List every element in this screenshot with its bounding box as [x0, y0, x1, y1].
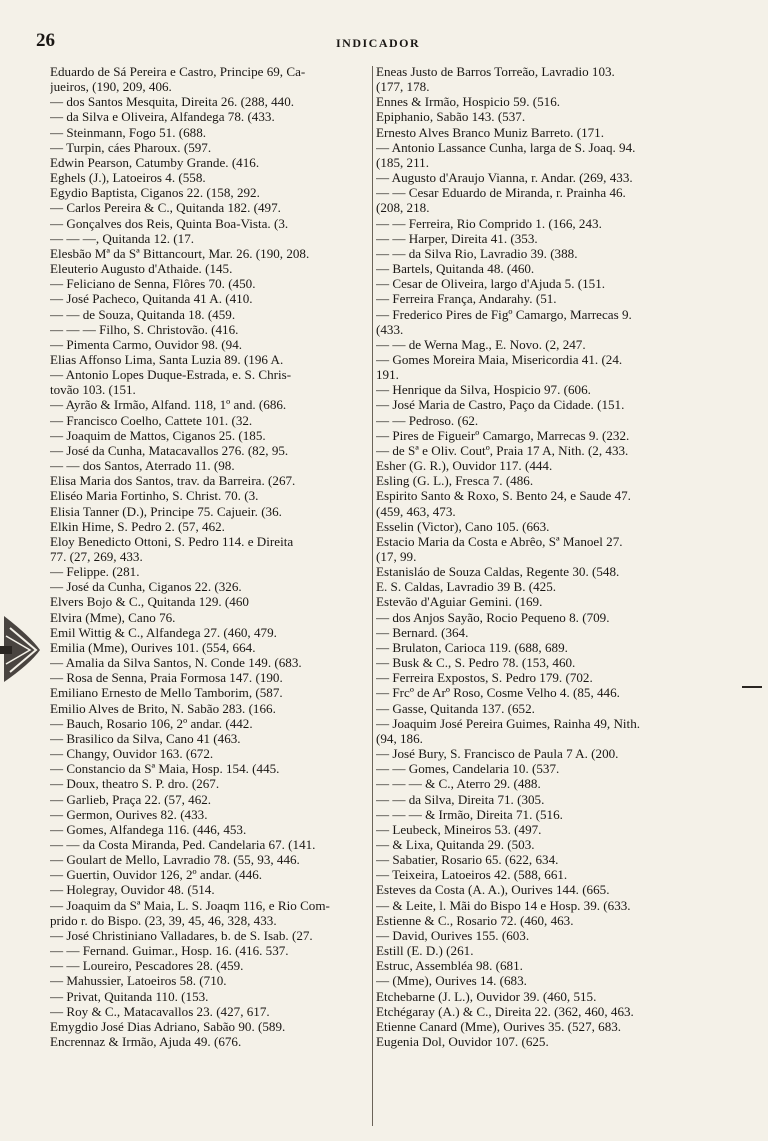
directory-entry: — dos Santos Mesquita, Direita 26. (288, 440. [50, 94, 295, 110]
directory-entry: Ernesto Alves Branco Muniz Barreto. (171. [376, 124, 604, 140]
directory-entry: — Gomes, Alfandega 116. (446, 453. [50, 821, 247, 837]
directory-entry: — Bauch, Rosario 106, 2º andar. (442. [50, 715, 253, 731]
directory-entry: Elisia Tanner (D.), Principe 75. Cajueir. (36. [50, 503, 282, 519]
directory-entry: — — — & Irmão, Direita 71. (516. [376, 806, 563, 822]
directory-entry: — Gomes Moreira Maia, Misericordia 41. (24. [376, 351, 623, 367]
directory-entry: — Gasse, Quitanda 137. (652. [376, 700, 535, 716]
directory-entry: Eduardo de Sá Pereira e Castro, Principe 69, Ca- [50, 64, 306, 79]
directory-entry: Estill (E. D.) (261. [376, 943, 474, 959]
directory-entry: Edwin Pearson, Catumby Grande. (416. [50, 154, 260, 170]
directory-entry: — — Cesar Eduardo de Miranda, r. Prainha 46. [376, 185, 626, 201]
left-column [50, 64, 372, 1049]
directory-entry: — — Fernand. Guimar., Hosp. 16. (416. 537. [50, 943, 289, 959]
directory-entry: — — Harper, Direita 41. (353. [376, 230, 538, 246]
directory-entry: (433. [376, 321, 404, 337]
directory-entry: — Frederico Pires de Figº Camargo, Marrecas 9. [376, 306, 632, 322]
directory-entry: — Feliciano de Senna, Flôres 70. (450. [50, 276, 256, 292]
directory-entry: — Mahussier, Latoeiros 58. (710. [50, 973, 227, 989]
directory-entry: — José da Cunha, Ciganos 22. (326. [50, 579, 242, 595]
directory-entry: Esling (G. L.), Fresca 7. (486. [376, 473, 534, 489]
directory-entry: — Germon, Ourives 82. (433. [50, 806, 208, 822]
directory-entry: — Joaquim da Sª Maia, L. S. Joaqm 116, e Rio Com- [50, 897, 330, 913]
directory-entry: — — Loureiro, Pescadores 28. (459. [50, 958, 244, 974]
directory-entry: — da Silva e Oliveira, Alfandega 78. (433. [50, 109, 275, 125]
directory-entry: — — dos Santos, Aterrado 11. (98. [50, 458, 235, 474]
right-column [376, 64, 760, 1049]
directory-entry: Encrennaz & Irmão, Ajuda 49. (676. [50, 1034, 242, 1049]
directory-entry: — — — & C., Aterro 29. (488. [376, 776, 541, 792]
directory-entry: — David, Ourives 155. (603. [376, 927, 530, 943]
directory-entry: Elisa Maria dos Santos, trav. da Barreira. (267. [50, 473, 296, 489]
directory-entry: — (Mme), Ourives 14. (683. [376, 973, 527, 989]
directory-entry: — dos Anjos Sayão, Rocio Pequeno 8. (709. [376, 609, 610, 625]
directory-entry: — Goulart de Mello, Lavradio 78. (55, 93, 446. [50, 852, 300, 868]
directory-entry: (459, 463, 473. [376, 503, 456, 519]
directory-entry: — — — Filho, S. Christovão. (416. [50, 321, 239, 337]
directory-entry: — Busk & C., S. Pedro 78. (153, 460. [376, 655, 576, 671]
directory-entry: Ennes & Irmão, Hospicio 59. (516. [376, 94, 561, 110]
directory-entry: Espirito Santo & Roxo, S. Bento 24, e Saude 47. [376, 488, 631, 504]
directory-entry: — Leubeck, Mineiros 53. (497. [376, 821, 542, 837]
directory-entry: Eneas Justo de Barros Torreão, Lavradio 103. [376, 64, 615, 79]
page-header [36, 30, 738, 60]
directory-entry: Estienne & C., Rosario 72. (460, 463. [376, 912, 574, 928]
directory-entry: 77. (27, 269, 433. [50, 549, 143, 564]
directory-entry: Emiliano Ernesto de Mello Tamborim, (587. [50, 685, 283, 701]
directory-entry: — Pires de Figueirº Camargo, Marrecas 9. (232. [376, 427, 630, 443]
directory-entry: (17, 99. [376, 549, 417, 564]
directory-entry: — Augusto d'Araujo Vianna, r. Andar. (269, 433. [376, 170, 633, 186]
directory-entry: Epiphanio, Sabão 143. (537. [376, 109, 526, 125]
directory-entry: Eugenia Dol, Ouvidor 107. (625. [376, 1034, 549, 1049]
directory-entry: (208, 218. [376, 200, 430, 216]
directory-entry: — Turpin, cáes Pharoux. (597. [50, 139, 212, 155]
directory-entry: — Rosa de Senna, Praia Formosa 147. (190. [50, 670, 283, 686]
directory-entry: Emilia (Mme), Ourives 101. (554, 664. [50, 639, 256, 655]
directory-entry: — Guertin, Ouvidor 126, 2º andar. (446. [50, 867, 263, 883]
directory-entry: E. S. Caldas, Lavradio 39 B. (425. [376, 579, 557, 595]
directory-entry: — de Sª e Oliv. Coutº, Praia 17 A, Nith. (2, 433. [376, 442, 629, 458]
directory-entry: — Frcº de Arº Roso, Cosme Velho 4. (85, 446. [376, 685, 620, 701]
directory-entry: — — da Silva Rio, Lavradio 39. (388. [376, 245, 578, 261]
directory-entry: — Joaquim José Pereira Guimes, Rainha 49, Nith. [376, 715, 641, 731]
directory-entry: — Constancio da Sª Maia, Hosp. 154. (445. [50, 761, 280, 777]
directory-entry: Esteves da Costa (A. A.), Ourives 144. (665. [376, 882, 610, 898]
directory-entry: Etienne Canard (Mme), Ourives 35. (527, 683. [376, 1018, 622, 1034]
directory-entry: Estanisláo de Souza Caldas, Regente 30. (548. [376, 564, 620, 580]
directory-entry: — Doux, theatro S. P. dro. (267. [50, 776, 220, 792]
directory-entry: Egydio Baptista, Ciganos 22. (158, 292. [50, 185, 260, 201]
directory-entry: — José Bury, S. Francisco de Paula 7 A. (200. [376, 746, 619, 762]
directory-entry: Estruc, Assembléa 98. (681. [376, 958, 523, 974]
directory-entry: — — —, Quitanda 12. (17. [50, 230, 195, 246]
directory-entry: — Henrique da Silva, Hospicio 97. (606. [376, 382, 591, 398]
running-head: INDICADOR [336, 36, 421, 50]
directory-entry: Eleuterio Augusto d'Athaide. (145. [50, 261, 233, 277]
directory-entry: — Roy & C., Matacavallos 23. (427, 617. [50, 1003, 270, 1019]
directory-entry: — Brulaton, Carioca 119. (688, 689. [376, 639, 568, 655]
directory-entry: — Joaquim de Mattos, Ciganos 25. (185. [50, 427, 266, 443]
directory-entry: — Holegray, Ouvidor 48. (514. [50, 882, 215, 898]
directory-entry: — Sabatier, Rosario 65. (622, 634. [376, 852, 559, 868]
directory-entry: prido r. do Bispo. (23, 39, 45, 46, 328, 433. [50, 912, 277, 928]
directory-entry: — Privat, Quitanda 110. (153. [50, 988, 209, 1004]
directory-entry: Emilio Alves de Brito, N. Sabão 283. (166. [50, 700, 276, 716]
directory-entry: — Francisco Coelho, Cattete 101. (32. [50, 412, 253, 428]
directory-entry: Etchebarne (J. L.), Ouvidor 39. (460, 515. [376, 988, 597, 1004]
column-divider [372, 66, 373, 1126]
directory-entry: — — Gomes, Candelaria 10. (537. [376, 761, 560, 777]
directory-entry: — Brasilico da Silva, Cano 41 (463. [50, 730, 241, 746]
directory-entry: — Bartels, Quitanda 48. (460. [376, 261, 535, 277]
directory-entry: Elesbão Mª da Sª Bittancourt, Mar. 26. (190, 208. [50, 245, 310, 261]
directory-entry: — Amalia da Silva Santos, N. Conde 149. (683. [50, 655, 302, 671]
directory-entry: (185, 211. [376, 154, 429, 170]
directory-entry: — & Lixa, Quitanda 29. (503. [376, 836, 535, 852]
directory-entry: — Felippe. (281. [50, 564, 140, 580]
directory-entry: — Antonio Lassance Cunha, larga de S. Joaq. 94. [376, 139, 636, 155]
directory-entry: — Cesar de Oliveira, largo d'Ajuda 5. (151. [376, 276, 606, 292]
directory-entry: — Teixeira, Latoeiros 42. (588, 661. [376, 867, 568, 883]
directory-entry: Eliséo Maria Fortinho, S. Christ. 70. (3. [50, 488, 259, 504]
directory-entry: Estacio Maria da Costa e Abrêo, Sª Manoel 27. [376, 533, 623, 549]
directory-entry: Elkin Hime, S. Pedro 2. (57, 462. [50, 518, 225, 534]
directory-entry: — Ferreira França, Andarahy. (51. [376, 291, 557, 307]
printer-ornament-icon [0, 606, 44, 692]
directory-entry: Emil Wittig & C., Alfandega 27. (460, 479. [50, 624, 277, 640]
directory-entry: 191. [376, 367, 399, 383]
directory-entry: — José da Cunha, Matacavallos 276. (82, 95. [50, 442, 289, 458]
directory-entry: Etchégaray (A.) & C., Direita 22. (362, 460, 463. [376, 1003, 634, 1019]
directory-entry: (177, 178. [376, 79, 430, 95]
directory-entry: Elias Affonso Lima, Santa Luzia 89. (196 A. [50, 351, 284, 367]
directory-entry: jueiros, (190, 209, 406. [50, 79, 172, 95]
page-number: 26 [36, 30, 55, 51]
directory-entry: — José Maria de Castro, Paço da Cidade. (151. [376, 397, 625, 413]
directory-entry: — Garlieb, Praça 22. (57, 462. [50, 791, 212, 807]
directory-entry: — & Leite, l. Mãi do Bispo 14 e Hosp. 39. (633. [376, 897, 631, 913]
directory-entry: Esher (G. R.), Ouvidor 117. (444. [376, 458, 553, 474]
directory-entry: Eloy Benedicto Ottoni, S. Pedro 114. e Direita [50, 533, 294, 549]
directory-entry: — Steinmann, Fogo 51. (688. [50, 124, 207, 140]
directory-entry: — José Pacheco, Quitanda 41 A. (410. [50, 291, 253, 307]
directory-entry: — — Pedroso. (62. [376, 412, 479, 428]
directory-entry: — Antonio Lopes Duque-Estrada, e. S. Chris- [50, 367, 292, 383]
directory-entry: tovão 103. (151. [50, 382, 136, 398]
directory-entry: — José Christiniano Valladares, b. de S. Isab. (27. [50, 927, 313, 943]
directory-entry: — Bernard. (364. [376, 624, 469, 640]
directory-entry: — Carlos Pereira & C., Quitanda 182. (497. [50, 200, 281, 216]
stray-mark [742, 686, 762, 688]
directory-entry: — — da Costa Miranda, Ped. Candelaria 67. (141. [50, 836, 316, 852]
directory-entry: Elvira (Mme), Cano 76. [50, 609, 176, 625]
directory-entry: — Ayrão & Irmão, Alfand. 118, 1º and. (686. [50, 397, 287, 413]
directory-entry: — Ferreira Expostos, S. Pedro 179. (702. [376, 670, 593, 686]
directory-entry: — — da Silva, Direita 71. (305. [376, 791, 545, 807]
directory-entry: Emygdio José Dias Adriano, Sabão 90. (589. [50, 1018, 286, 1034]
directory-entry: — — de Werna Mag., E. Novo. (2, 247. [376, 336, 586, 352]
directory-entry: — — de Souza, Quitanda 18. (459. [50, 306, 236, 322]
directory-entry: Elvers Bojo & C., Quitanda 129. (460 [50, 594, 249, 610]
directory-entry: — Gonçalves dos Reis, Quinta Boa-Vista. (3. [50, 215, 289, 231]
directory-entry: — Pimenta Carmo, Ouvidor 98. (94. [50, 336, 243, 352]
directory-entry: Estevão d'Aguiar Gemini. (169. [376, 594, 543, 610]
directory-entry: (94, 186. [376, 730, 423, 746]
directory-entry: — Changy, Ouvidor 163. (672. [50, 746, 214, 762]
directory-entry: Esselin (Victor), Cano 105. (663. [376, 518, 550, 534]
directory-entry: Eghels (J.), Latoeiros 4. (558. [50, 170, 206, 186]
directory-entry: — — Ferreira, Rio Comprido 1. (166, 243. [376, 215, 602, 231]
